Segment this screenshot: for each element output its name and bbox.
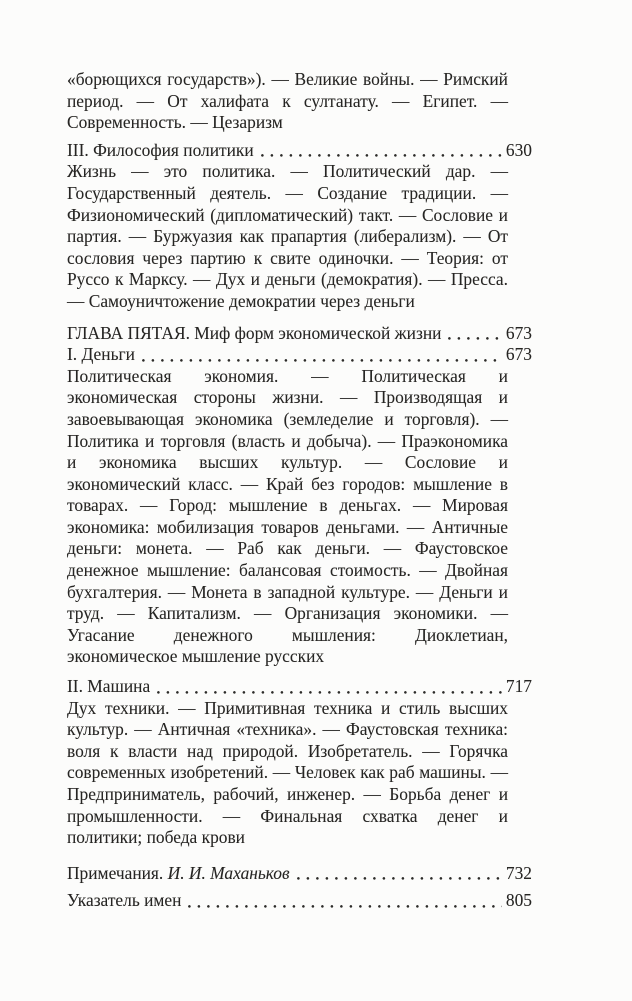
toc-entry-money xyxy=(67,344,532,366)
dot-leader xyxy=(448,337,501,340)
toc-entry-machine xyxy=(67,676,532,698)
dot-leader xyxy=(188,905,501,908)
continuation-annotation: «борющихся государств»). — Великие войны. — Римский период. — От халифата к султанату. — Египет. — Современность. — Цезаризм xyxy=(67,69,508,133)
toc-entry-label: I. Деньги xyxy=(67,344,135,365)
toc-entry-label: Указатель имен xyxy=(67,890,182,911)
toc-page-number: 673 xyxy=(505,344,532,365)
toc-page-number: 732 xyxy=(505,862,532,883)
toc-entry-philosophy-of-politics xyxy=(67,140,532,162)
chapter-title: ГЛАВА ПЯТАЯ. Миф форм экономической жизни xyxy=(67,322,442,343)
dot-leader xyxy=(157,691,502,694)
dot-leader xyxy=(142,359,502,362)
toc-entry-label xyxy=(67,863,290,885)
notes-author: И. И. Маханьков xyxy=(167,862,290,883)
toc-page-number: 673 xyxy=(505,322,532,343)
toc-entry-name-index xyxy=(67,890,532,912)
chapter-five-heading xyxy=(67,323,532,345)
toc-page-number: 805 xyxy=(505,890,532,911)
toc-entry-label: III. Философия политики xyxy=(67,139,254,160)
toc-entry-label: II. Машина xyxy=(67,676,151,697)
dot-leader xyxy=(297,877,502,880)
toc-page-number: 630 xyxy=(505,139,532,160)
philosophy-annotation: Жизнь — это политика. — Политический дар. — Государственный деятель. — Создание традиции. — Физиономический (дипломатический) такт. — Сословие и партия. — Буржуазия как прапартия (либерализм). — От сословия через партию к свите одиночки. — Теория: от Руссо к Марксу. — Дух и деньги (демократия). — Пресса. — Самоуничтожение демократии через деньги xyxy=(67,161,508,311)
money-annotation: Политическая экономия. — Политическая и экономическая стороны жизни. — Производящая и завоевывающая экономика (земледелие и торговля). — Политика и торговля (власть и добыча). — Праэкономика и экономика высших культур. — Сословие и экономический класс. — Край без городов: мышление в товарах. — Город: мышление в деньгах. — Мировая экономика: мобилизация товаров деньгами. — Античные деньги: монета. — Раб как деньги. — Фаустовское денежное мышление: балансовая стоимость. — Двойная бухгалтерия. — Монета в западной культуре. — Деньги и труд. — Капитализм. — Организация экономики. — Угасание денежного мышления: Диоклетиан, экономическое мышление русских xyxy=(67,365,508,667)
machine-annotation: Дух техники. — Примитивная техника и стиль высших культур. — Античная «техника». — Фаустовская техника: воля к власти над природой. Изобретатель. — Горячка современных изобретений. — Человек как раб машины. — Предприниматель, рабочий, инженер. — Борьба денег и промышленности. — Финальная схватка денег и политики; победа крови xyxy=(67,697,508,848)
toc-page-number: 717 xyxy=(505,676,532,697)
notes-label: Примечания. xyxy=(67,862,164,883)
toc-entry-notes xyxy=(67,863,532,885)
dot-leader xyxy=(261,154,502,157)
